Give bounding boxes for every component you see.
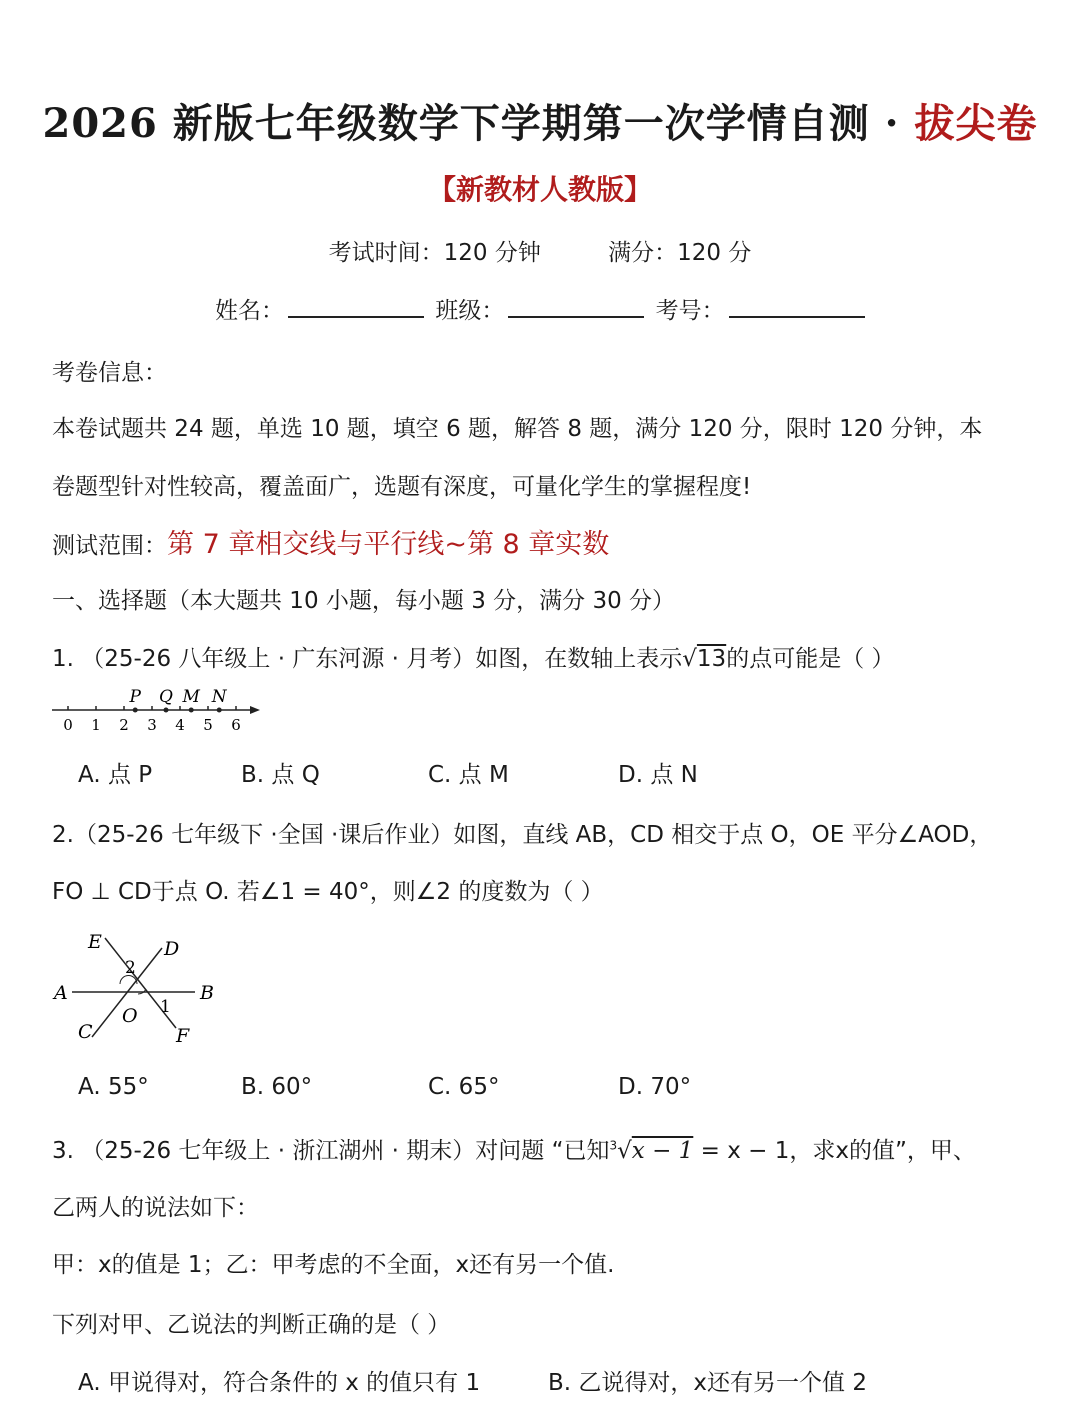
scope-label: 测试范围：: [52, 533, 167, 559]
point-label-n: N: [211, 687, 227, 707]
info-line-1: 本卷试题共 24 题，单选 10 题，填空 6 题，解答 8 题，满分 120 分，限时 120 分钟，本: [52, 416, 983, 442]
axis-tick-label: 5: [203, 716, 213, 734]
label-c: C: [78, 1021, 93, 1043]
q3-option-a[interactable]: A. 甲说得对，符合条件的 x 的值只有 1: [78, 1370, 481, 1396]
q2-option-a[interactable]: A. 55°: [78, 1074, 149, 1100]
q3-line-1: [52, 1132, 976, 1165]
intersecting-lines-figure: [50, 922, 230, 1052]
q2-line-2: FO ⊥ CD于点 O. 若∠1 = 40°，则∠2 的度数为（ ）: [52, 879, 604, 905]
q3-root-sign: √: [617, 1138, 632, 1164]
label-e: E: [88, 931, 102, 953]
point-p: [133, 708, 138, 713]
id-blank[interactable]: [729, 294, 865, 318]
q1-stem-b: 的点可能是（ ）: [726, 646, 895, 672]
axis-tick-label: 3: [147, 716, 157, 734]
label-f: F: [176, 1025, 190, 1047]
axis-tick-label: 0: [63, 716, 73, 734]
q2-option-d[interactable]: D. 70°: [618, 1074, 692, 1100]
exam-time: 考试时间：120 分钟: [328, 240, 541, 266]
label-a: A: [54, 982, 68, 1004]
title-accent: 拔尖卷: [914, 100, 1038, 147]
id-label: 考号：: [655, 298, 725, 324]
number-line-arrow: [250, 706, 260, 714]
axis-tick-label: 6: [231, 716, 241, 734]
q3-option-b[interactable]: B. 乙说得对，x还有另一个值 2: [548, 1370, 867, 1396]
label-angle-2: 2: [125, 958, 136, 978]
q1-radicand: 13: [696, 646, 727, 672]
title-main: 2026 新版七年级数学下学期第一次学情自测 ·: [42, 100, 915, 147]
point-m: [189, 708, 194, 713]
q1-stem: [52, 640, 895, 673]
section-heading: 一、选择题（本大题共 10 小题，每小题 3 分，满分 30 分）: [52, 588, 676, 614]
axis-tick-label: 2: [119, 716, 129, 734]
scope-line: [52, 522, 609, 561]
q1-option-a[interactable]: A. 点 P: [78, 762, 153, 788]
name-blank[interactable]: [288, 294, 424, 318]
label-angle-1: 1: [160, 997, 171, 1017]
full-score: 满分：120 分: [608, 240, 752, 266]
point-q: [164, 708, 169, 713]
sqrt-sign: √: [682, 646, 697, 672]
q1-stem-a: 1. （25-26 八年级上 · 广东河源 · 月考）如图，在数轴上表示: [52, 646, 683, 672]
point-n: [217, 708, 222, 713]
q2-option-b[interactable]: B. 60°: [241, 1074, 313, 1100]
q1-option-c[interactable]: C. 点 M: [428, 762, 509, 788]
q2-option-c[interactable]: C. 65°: [428, 1074, 500, 1100]
label-b: B: [200, 982, 214, 1004]
class-blank[interactable]: [508, 294, 644, 318]
q3-line-1a: 3. （25-26 七年级上 · 浙江湖州 · 期末）对问题 “已知: [52, 1138, 610, 1164]
q1-option-b[interactable]: B. 点 Q: [241, 762, 320, 788]
class-label: 班级：: [435, 298, 505, 324]
edition-subtitle: 【新教材人教版】: [427, 173, 652, 206]
label-o: O: [122, 1005, 138, 1027]
q2-line-1: 2.（25-26 七年级下 ·全国 ·课后作业）如图，直线 AB，CD 相交于点 O，OE 平分∠AOD，: [52, 822, 993, 848]
number-line-figure: [48, 682, 268, 738]
exam-title: [0, 92, 1080, 149]
info-label: 考卷信息：: [52, 360, 167, 386]
q1-option-d[interactable]: D. 点 N: [618, 762, 698, 788]
axis-tick-label: 1: [91, 716, 101, 734]
axis-tick-label: 4: [175, 716, 185, 734]
name-label: 姓名：: [215, 298, 284, 324]
exam-meta: [0, 234, 1080, 267]
point-label-p: P: [129, 687, 141, 707]
q3-root-index: 3: [609, 1138, 618, 1153]
q3-line-2: 乙两人的说法如下：: [52, 1195, 259, 1221]
scope-value: 第 7 章相交线与平行线~第 8 章实数: [167, 529, 610, 560]
q3-line-4: 下列对甲、乙说法的判断正确的是（ ）: [52, 1312, 451, 1338]
info-line-2: 卷题型针对性较高，覆盖面广，选题有深度，可量化学生的掌握程度!: [52, 474, 752, 500]
q3-line-1b: = x − 1，求x的值”，甲、: [693, 1138, 976, 1164]
q3-radicand: x − 1: [631, 1138, 694, 1164]
point-label-q: Q: [159, 687, 173, 707]
q3-line-3: 甲：x的值是 1；乙：甲考虑的不全面，x还有另一个值.: [52, 1252, 615, 1278]
student-fields: [215, 292, 869, 325]
label-d: D: [164, 938, 180, 960]
point-label-m: M: [182, 687, 200, 707]
